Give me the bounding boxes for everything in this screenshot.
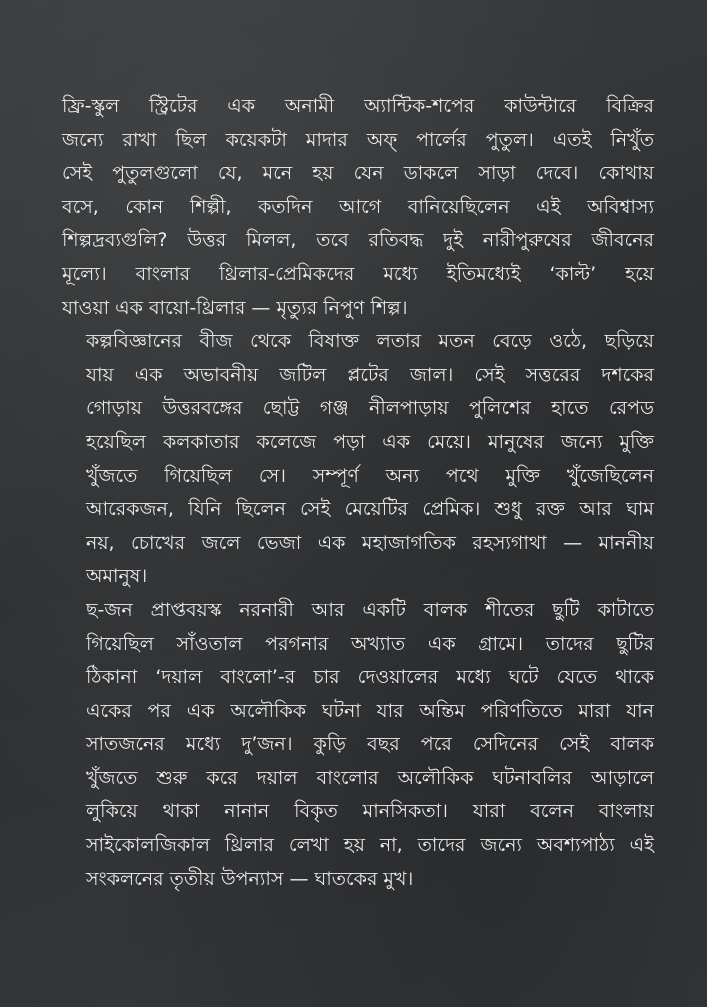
text-line: গোড়ায় উত্তরবঙ্গের ছোট্ট গঞ্জ নীলপাড়ায় পুলিশের হাতে রেপড xyxy=(86,397,654,420)
text-line: খুঁজতে গিয়েছিল সে। সম্পূর্ণ অন্য পথে মুক্তি খুঁজেছিলেন xyxy=(86,464,654,487)
text-line: শিল্পদ্রব্যগুলি? উত্তর মিলল, তবে রতিবদ্ধ দুই নারীপুরুষের জীবনের xyxy=(62,229,654,252)
blurb-text xyxy=(62,90,654,896)
text-line: নয়, চোখের জলে ভেজা এক মহাজাগতিক রহস্যগাথা — মাননীয় xyxy=(86,531,654,554)
text-line: খুঁজতে শুরু করে দয়াল বাংলোর অলৌকিক ঘটনাবলির আড়ালে xyxy=(86,766,654,789)
text-line: ছ-জন প্রাপ্তবয়স্ক নরনারী আর একটি বালক শীতের ছুটি কাটাতে xyxy=(86,598,654,621)
text-line: ঠিকানা ‘দয়াল বাংলো’-র চার দেওয়ালের মধ্যে ঘটে যেতে থাকে xyxy=(86,666,654,689)
text-line: একের পর এক অলৌকিক ঘটনা যার অন্তিম পরিণতিতে মারা যান xyxy=(86,699,654,722)
text-line: সাতজনের মধ্যে দু’জন। কুড়ি বছর পরে সেদিনের সেই বালক xyxy=(86,733,654,756)
text-line: হয়েছিল কলকাতার কলেজে পড়া এক মেয়ে। মানুষের জন্যে মুক্তি xyxy=(86,430,654,453)
paragraph-1 xyxy=(62,90,654,325)
text-line: ফ্রি-স্কুল স্ট্রিটের এক অনামী অ্যান্টিক-শপের কাউন্টারে বিক্রির xyxy=(62,95,654,117)
text-line: সেই পুতুলগুলো যে, মনে হয় যেন ডাকলে সাড়া দেবে। কোথায় xyxy=(62,162,654,185)
text-line: সংকলনের তৃতীয় উপন্যাস — ঘাতকের মুখ। xyxy=(86,867,414,890)
paragraph-2 xyxy=(62,325,654,594)
text-line: সাইকোলজিকাল থ্রিলার লেখা হয় না, তাদের জন্যে অবশ্যপাঠ্য এই xyxy=(86,834,654,857)
text-line: যায় এক অভাবনীয় জটিল প্লটের জাল। সেই সত্তরের দশকের xyxy=(86,363,654,386)
text-line: আরেকজন, যিনি ছিলেন সেই মেয়েটির প্রেমিক। শুধু রক্ত আর ঘাম xyxy=(86,498,654,521)
text-line: অমানুষ। xyxy=(86,565,148,588)
text-line: কল্পবিজ্ঞানের বীজ থেকে বিষাক্ত লতার মতন বেড়ে ওঠে, ছড়িয়ে xyxy=(86,330,654,353)
text-line: জন্যে রাখা ছিল কয়েকটা মাদার অফ্‌ পার্লের পুতুল। এতই নিখুঁত xyxy=(62,128,654,151)
text-line: গিয়েছিল সাঁওতাল পরগনার অখ্যাত এক গ্রামে। তাদের ছুটির xyxy=(86,632,654,655)
text-line: বসে, কোন শিল্পী, কতদিন আগে বানিয়েছিলেন এই অবিশ্বাস্য xyxy=(62,195,654,218)
text-line: লুকিয়ে থাকা নানান বিকৃত মানসিকতা। যারা বলেন বাংলায় xyxy=(86,800,654,823)
text-line: যাওয়া এক বায়ো-থ্রিলার — মৃত্যুর নিপুণ শিল্প। xyxy=(62,296,408,319)
text-line: মূল্যে। বাংলার থ্রিলার-প্রেমিকদের মধ্যে ইতিমধ্যেই ‘কাল্ট’ হয়ে xyxy=(62,262,654,285)
paragraph-3 xyxy=(62,594,654,896)
